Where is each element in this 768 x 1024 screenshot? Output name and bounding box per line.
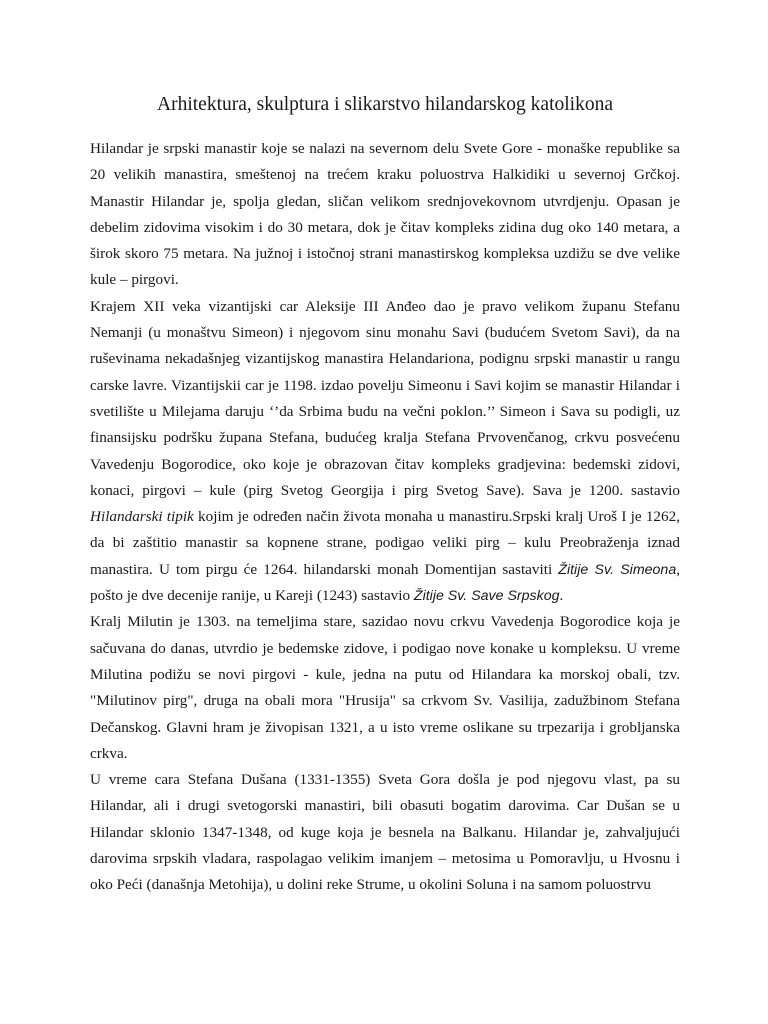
paragraph-2-text-c: , pošto je dve decenije ranije, u Kareji (1243) sastavio xyxy=(90,560,681,605)
paragraph-2-text-b: kojim je određen način života monaha u manastiru.Srpski kralj Uroš I je 1262, da bi zaštitio manastir sa kopnene strane, podigao veliki pirg – kulu Preobraženja iznad manastira. U tom pirgu će 1264. hilandarski monah Domentijan sastaviti xyxy=(90,508,681,578)
document-page xyxy=(90,92,680,899)
document-title: Arhitektura, skulptura i slikarstvo hilandarskog katolikona xyxy=(157,94,613,115)
paragraph-4 xyxy=(90,767,680,898)
paragraph-3 xyxy=(90,609,680,767)
paragraph-2-text-d: . xyxy=(559,587,564,605)
paragraph-2-italic-simeon: Žitije Sv. Simeona xyxy=(558,561,677,578)
paragraph-1 xyxy=(90,136,680,294)
paragraph-2-italic-tipik: Hilandarski tipik xyxy=(90,508,194,526)
paragraph-2 xyxy=(90,294,680,610)
paragraph-3-text: Kralj Milutin je 1303. na temeljima stare, sazidao novu crkvu Vavedenja Bogorodice koja je sačuvana do danas, utvrdio je bedemske zidove, i podigao nove konake u kompleksu. U vreme Milutina podižu se novi pirgovi - kule, jedna na putu od Hilandara ka morskoj obali, tzv. "Milutinov pirg", druga na obali mora "Hrusija" sa crkvom Sv. Vasilija, zadužbinom Stefana Dečanskog. Glavni hram je živopisan 1321, a u isto vreme oslikane su trpezarija i grobljanska crkva. xyxy=(90,613,680,762)
paragraph-4-text: U vreme cara Stefana Dušana (1331-1355) Sveta Gora došla je pod njegovu vlast, pa su Hilandar, ali i drugi svetogorski manastiri, bili obasuti bogatim darovima. Car Dušan se u Hilandar sklonio 1347-1348, od kuge koja je besnela na Balkanu. Hilandar je, zahvaljujući darovima srpskih vladara, raspolagao velikim imanjem – metosima u Pomoravlju, u Hvosnu i oko Peći (današnja Metohija), u dolini reke Strume, u okolini Soluna i na samom poluostrvu xyxy=(90,771,680,894)
paragraph-2-text-a: Krajem XII veka vizantijski car Aleksije III Anđeo dao je pravo velikom županu Stefanu Nemanji (u monaštvu Simeon) i njegovom sinu monahu Savi (budućem Svetom Savi), da na ruševinama nekadašnjeg vizantijskog manastira Helandariona, podignu srpski manastir u rangu carske lavre. Vizantijskii car je 1198. izdao povelju Simeonu i Savi kojim se manastir Hilandar i svetilište u Milejama daruju ‘’da Srbima budu na večni poklon.’’ Simeon i Sava su podigli, uz finansijsku podršku župana Stefana, budućeg kralja Stefana Prvovenčanog, crkvu posvećenu Vavedenju Bogorodice, oko koje je obrazovan čitav kompleks gradjevina: bedemski zidovi, konaci, pirgovi – kule (pirg Svetog Georgija i pirg Svetog Save). Sava je 1200. sastavio xyxy=(90,297,680,499)
paragraph-2-italic-sava: Žitije Sv. Save Srpskog xyxy=(413,588,560,605)
paragraph-1-text: Hilandar je srpski manastir koje se nalazi na severnom delu Svete Gore - monaške republike sa 20 velikih manastira, smeštenoj na trećem kraku poluostrva Halkidiki u severnoj Grčkoj. Manastir Hilandar je, spolja gledan, sličan velikom srednjovekovnom utvrdjenju. Opasan je debelim zidovima visokim i do 30 metara, dok je čitav kompleks zidina dug oko 140 metara, a širok skoro 75 metara. Na južnoj i istočnoj strani manastirskog kompleksa uzdižu se dve velike kule – pirgovi. xyxy=(90,140,680,289)
